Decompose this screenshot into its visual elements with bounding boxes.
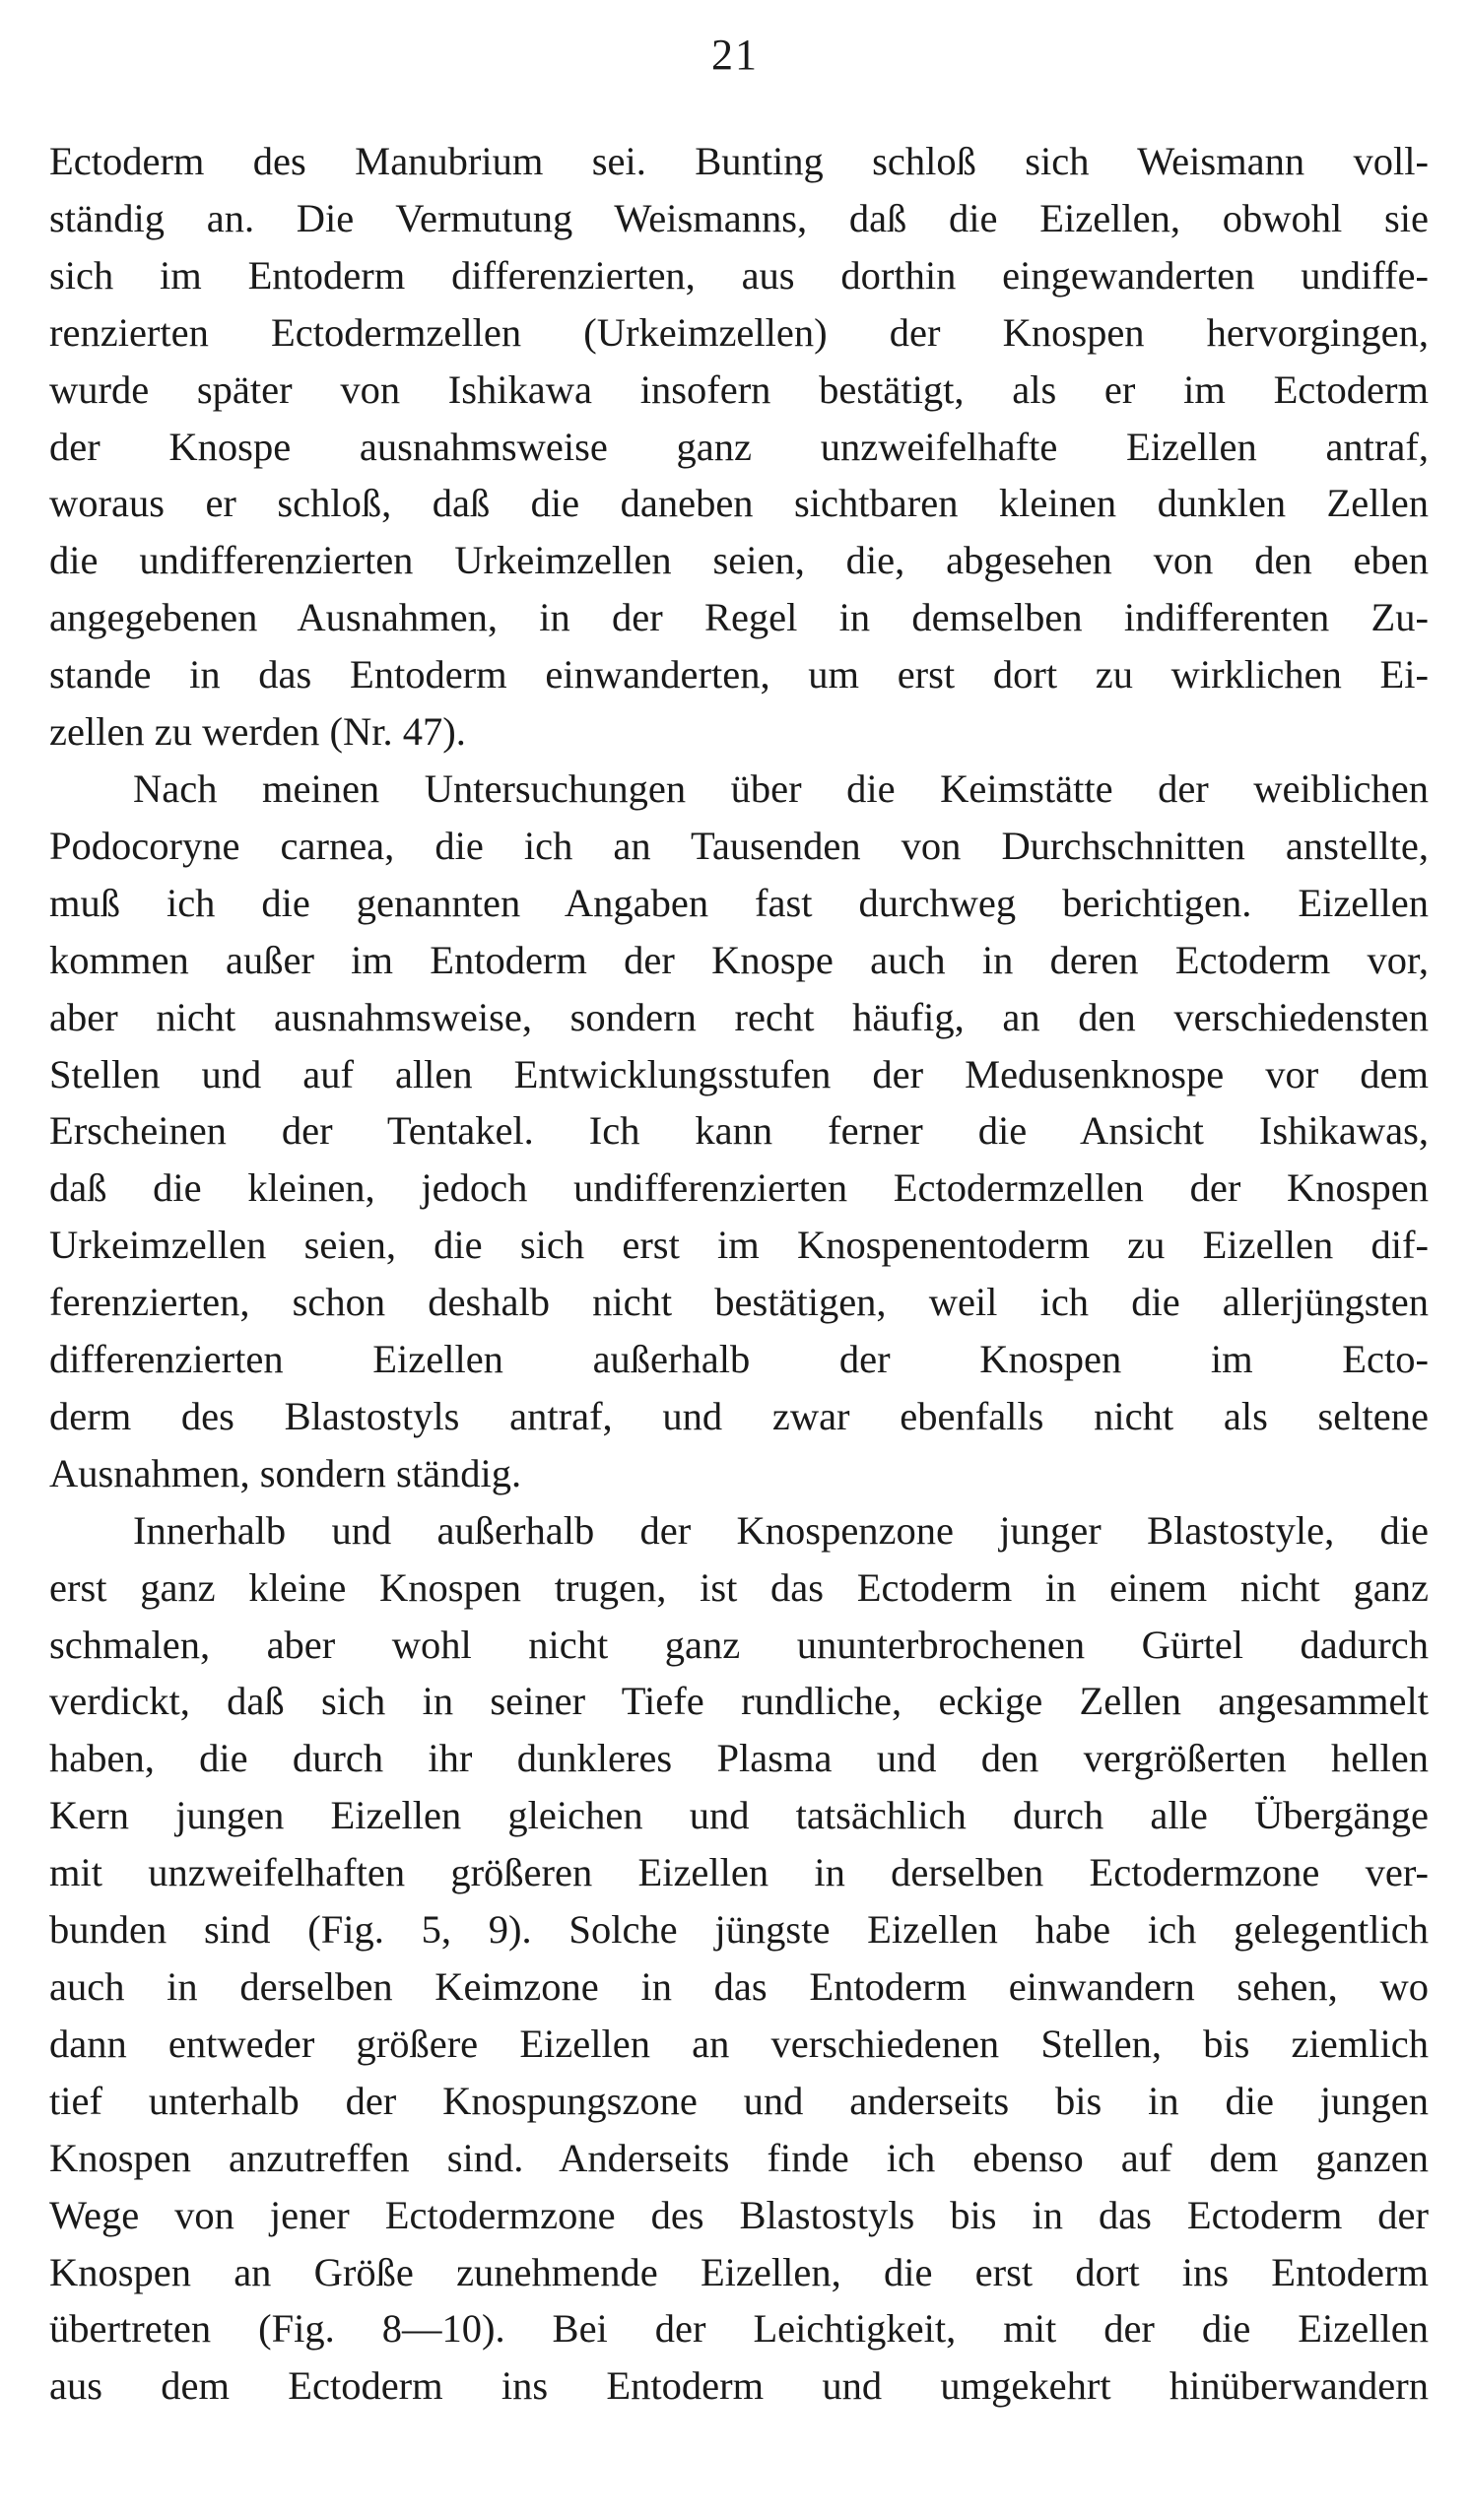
text-line: Kern jungen Eizellen gleichen und tatsächlich durch alle Übergänge [49,1793,1429,1838]
text-line: differenzierten Eizellen außerhalb der Knospen im Ecto- [49,1337,1429,1382]
text-line: Innerhalb und außerhalb der Knospenzone junger Blastostyle, die [133,1507,1429,1553]
text-line: sich im Entoderm differenzierten, aus dorthin eingewanderten undiffe- [49,252,1429,298]
text-line: mit unzweifelhaften größeren Eizellen in derselben Ectodermzone ver- [49,1850,1429,1895]
text-line: schmalen, aber wohl nicht ganz ununterbrochenen Gürtel dadurch [49,1622,1429,1667]
text-line: erst ganz kleine Knospen trugen, ist das Ectoderm in einem nicht ganz [49,1564,1429,1610]
text-line: ferenzierten, schon deshalb nicht bestätigen, weil ich die allerjüngsten [49,1280,1429,1325]
body-text [49,133,1429,2415]
text-line: Knospen an Größe zunehmende Eizellen, die erst dort ins Entoderm [49,2249,1429,2294]
text-line: Urkeimzellen seien, die sich erst im Knospenentoderm zu Eizellen dif- [49,1223,1429,1268]
text-line: derm des Blastostyls antraf, und zwar ebenfalls nicht als seltene [49,1393,1429,1438]
text-line: Wege von jener Ectodermzone des Blastostyls bis in das Ectoderm der [49,2192,1429,2237]
text-line: verdickt, daß sich in seiner Tiefe rundliche, eckige Zellen angesammelt [49,1679,1429,1724]
text-line: Ausnahmen, sondern ständig. [49,1450,522,1495]
text-line: ständig an. Die Vermutung Weismanns, daß die Eizellen, obwohl sie [49,195,1429,240]
text-line: renzierten Ectodermzellen (Urkeimzellen) der Knospen hervorgingen, [49,309,1429,355]
text-line: dann entweder größere Eizellen an verschiedenen Stellen, bis ziemlich [49,2021,1429,2066]
text-line: angegebenen Ausnahmen, in der Regel in demselben indifferenten Zu- [49,595,1429,640]
text-line: Erscheinen der Tentakel. Ich kann ferner die Ansicht Ishikawas, [49,1108,1429,1154]
text-line: kommen außer im Entoderm der Knospe auch in deren Ectoderm vor, [49,937,1429,982]
text-line: haben, die durch ihr dunkleres Plasma und den vergrößerten hellen [49,1736,1429,1781]
text-line: Podocoryne carnea, die ich an Tausenden von Durchschnitten anstellte, [49,823,1429,868]
text-line: daß die kleinen, jedoch undifferenzierten Ectodermzellen der Knospen [49,1165,1429,1211]
page-number: 21 [711,31,759,79]
text-line: der Knospe ausnahmsweise ganz unzweifelhafte Eizellen antraf, [49,424,1429,469]
text-line: die undifferenzierten Urkeimzellen seien, die, abgesehen von den eben [49,538,1429,583]
text-line: zellen zu werden (Nr. 47). [49,709,466,755]
text-line: Knospen anzutreffen sind. Anderseits finde ich ebenso auf dem ganzen [49,2135,1429,2180]
text-line: Ectoderm des Manubrium sei. Bunting schloß sich Weismann voll- [49,139,1429,183]
text-line: übertreten (Fig. 8—10). Bei der Leichtigkeit, mit der die Eizellen [49,2306,1429,2352]
text-line: aber nicht ausnahmsweise, sondern recht häufig, an den verschiedensten [49,994,1429,1039]
text-line: stande in das Entoderm einwanderten, um erst dort zu wirklichen Ei- [49,652,1429,697]
text-line: auch in derselben Keimzone in das Entoderm einwandern sehen, wo [49,1964,1429,2009]
text-line: bunden sind (Fig. 5, 9). Solche jüngste Eizellen habe ich gelegentlich [49,1907,1429,1953]
text-line: aus dem Ectoderm ins Entoderm und umgekehrt hinüberwandern [49,2363,1429,2409]
text-line: muß ich die genannten Angaben fast durchweg berichtigen. Eizellen [49,880,1429,925]
text-line: wurde später von Ishikawa insofern bestätigt, als er im Ectoderm [49,366,1429,412]
text-line: woraus er schloß, daß die daneben sichtbaren kleinen dunklen Zellen [49,481,1429,526]
text-line: Stellen und auf allen Entwicklungsstufen der Medusenknospe vor dem [49,1051,1429,1096]
text-line: Nach meinen Untersuchungen über die Keimstätte der weiblichen [133,765,1429,811]
text-line: tief unterhalb der Knospungszone und anderseits bis in die jungen [49,2078,1429,2123]
